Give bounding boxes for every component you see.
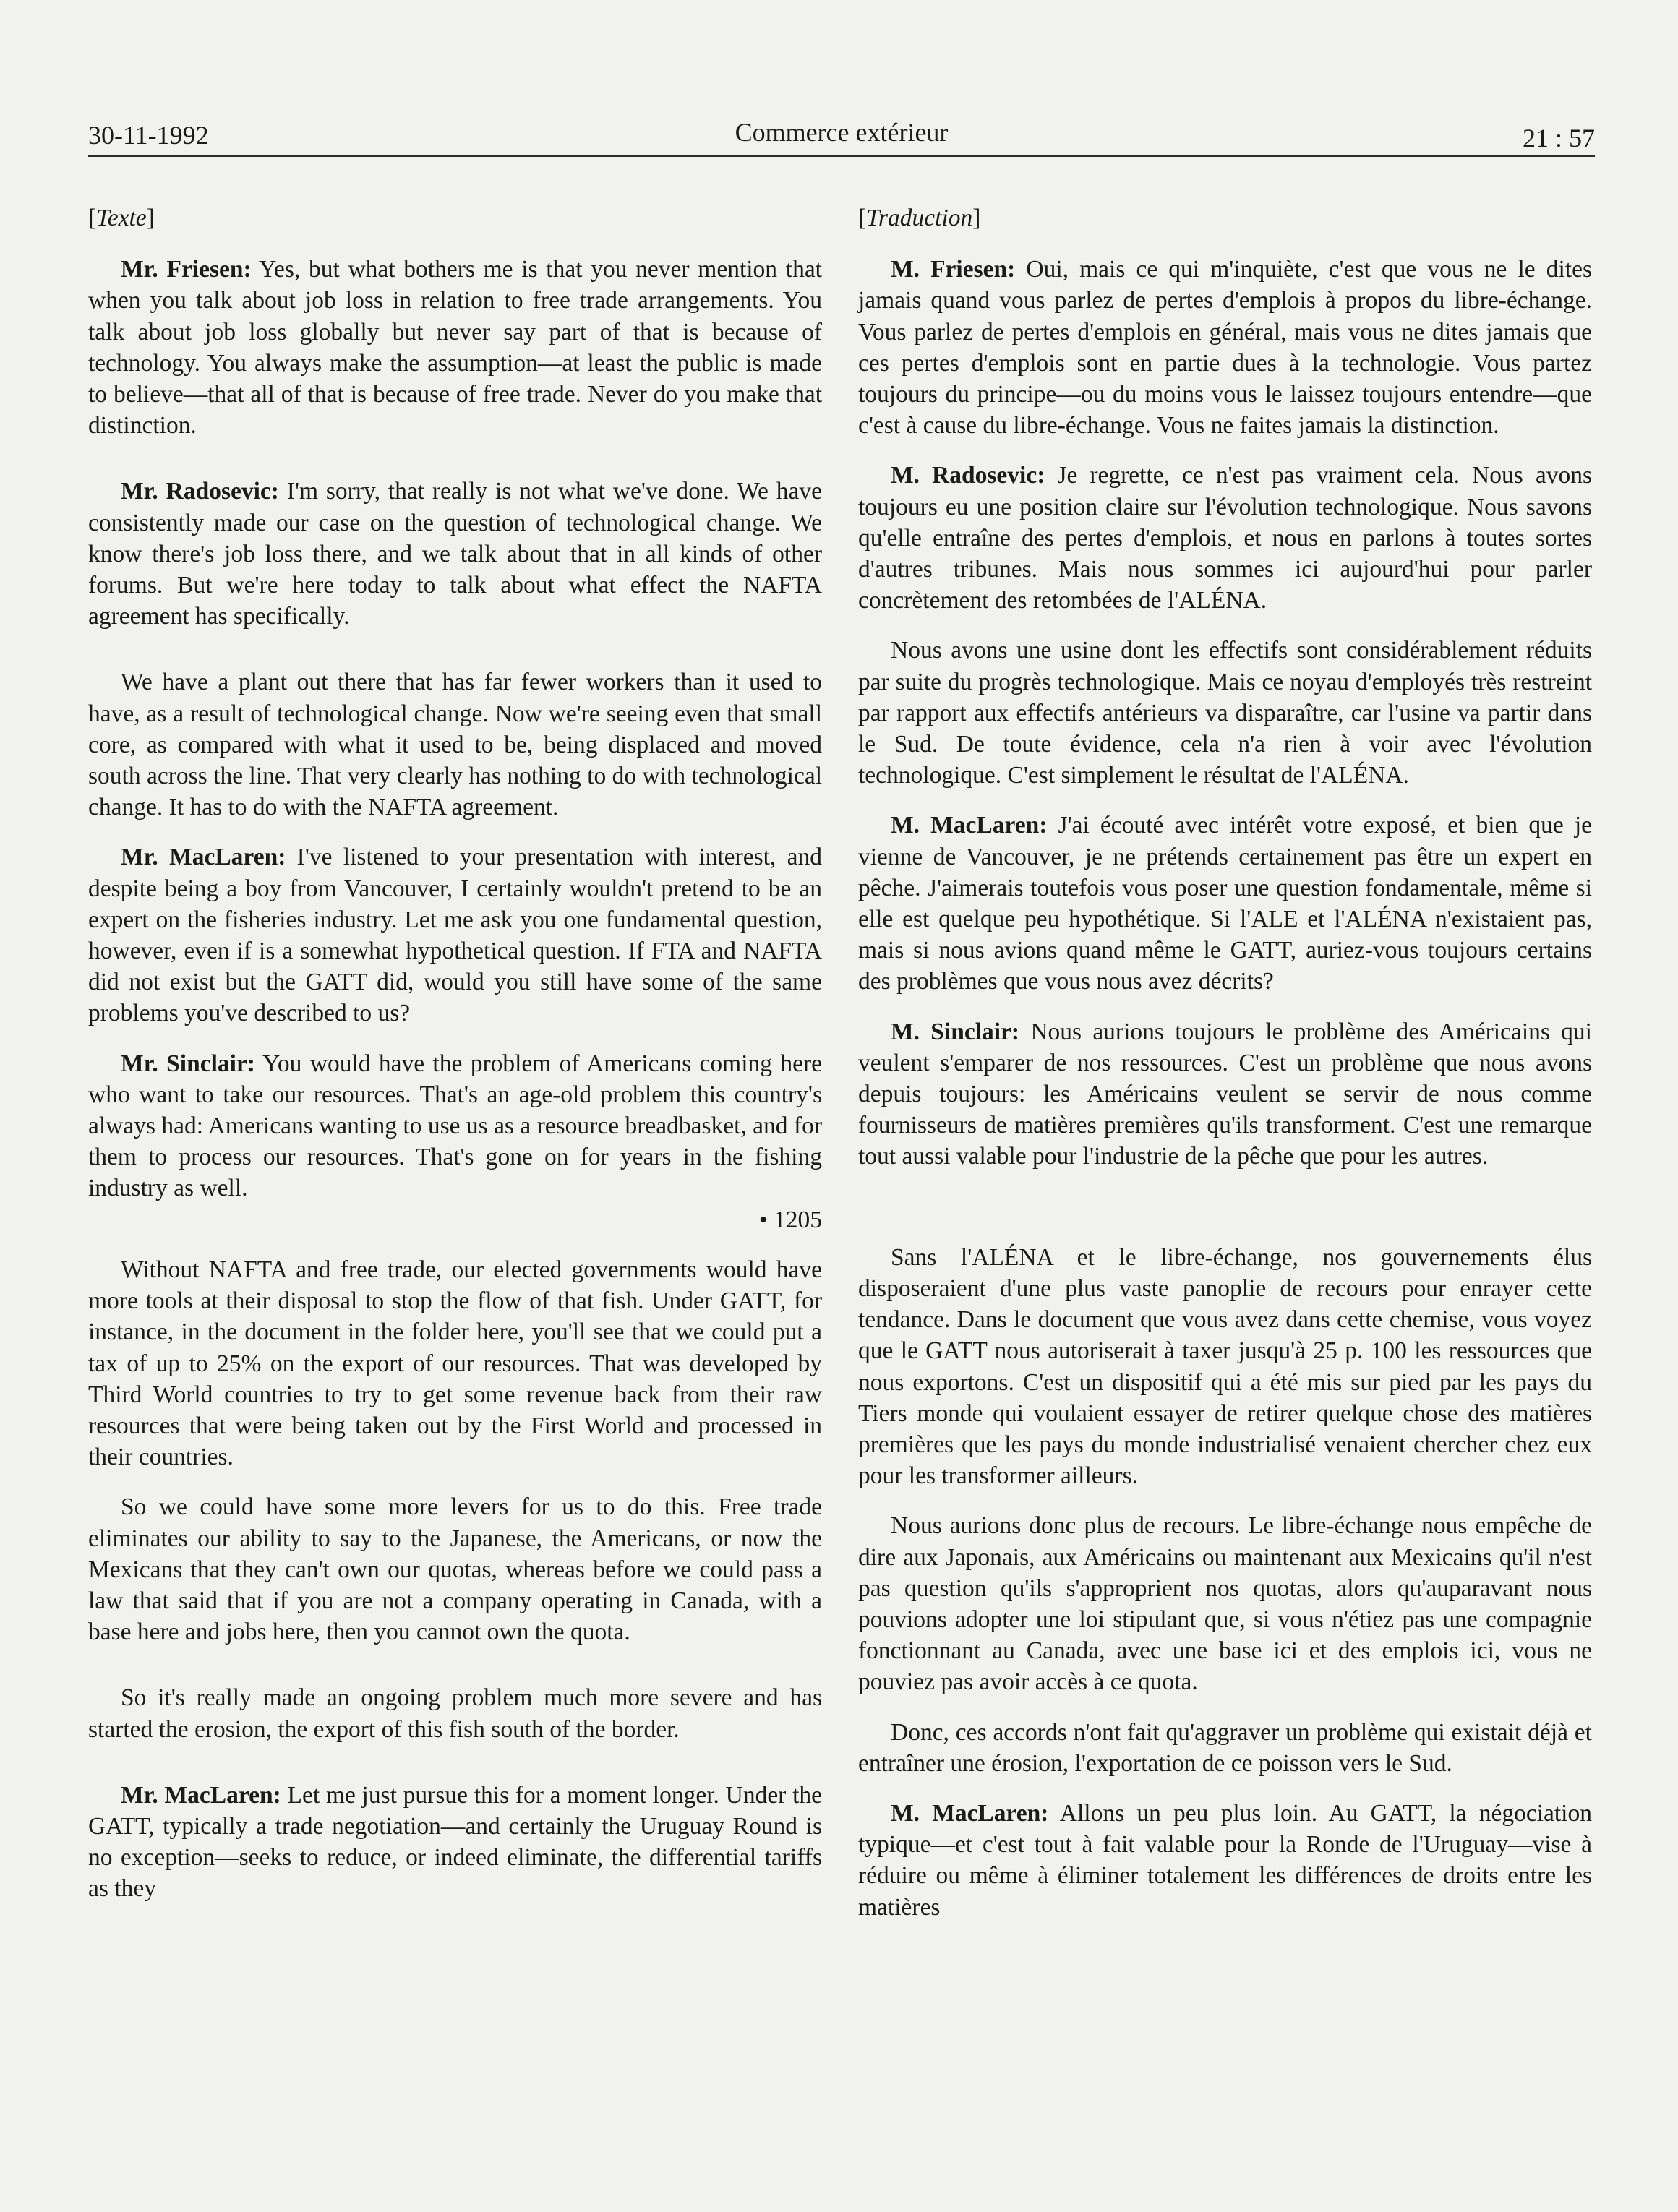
paragraph: [858, 1016, 1592, 1173]
language-label: [Traduction]: [858, 205, 981, 231]
paragraph: [88, 476, 822, 632]
paragraph: [88, 1780, 822, 1905]
speech-text: Oui, mais ce qui m'inquiète, c'est que vous ne le dites jamais quand vous parlez de pertes d'emplois à propos du libre-échange. Vous parlez de pertes d'emplois en général, mais vous ne dites jamais que ces pertes d'emplois sont en partie dues à la technologie. Vous partez toujours du principe—ou du moins vous le laissez toujours entendre—que c'est à cause du libre-échange. Vous ne faites jamais la distinction.: [858, 256, 1592, 440]
speech-text: J'ai écouté avec intérêt votre exposé, et bien que je vienne de Vancouver, je ne prétends certainement pas être un expert en pêche. J'aimerais toutefois vous poser une question fondamentale, même si elle est quelque peu hypothétique. Si l'ALE et l'ALÉNA n'existaient pas, mais si nous avions quand même le GATT, auriez-vous toujours certains des problèmes que vous nous avez décrits?: [858, 812, 1592, 995]
speaker-name: Mr. Radosevic:: [121, 478, 279, 505]
header-date: 30-11-1992: [88, 121, 209, 150]
page-header: [88, 116, 1595, 157]
french-column: [858, 202, 1592, 1923]
paragraph: [858, 254, 1592, 441]
header-page-number: 21 : 57: [1522, 124, 1595, 153]
language-label: [Texte]: [88, 205, 155, 231]
speaker-name: M. Radosevic:: [891, 462, 1045, 489]
speaker-name: M. Sinclair:: [891, 1018, 1020, 1045]
paragraph: We have a plant out there that has far fewer workers than it used to have, as a result of technological change. Now we're seeing even that small core, as compared with what it used to be, being displaced and moved south across the line. That very clearly has nothing to do with technological change. It has to do with the NAFTA agreement.: [88, 669, 822, 821]
english-column: [88, 202, 822, 1905]
speaker-name: M. Friesen:: [891, 256, 1016, 283]
speech-text: I'm sorry, that really is not what we've done. We have consistently made our case on the question of technological change. We know there's job loss there, and we talk about that in all kinds of other forums. But we're here today to talk about what effect the NAFTA agreement has specifically.: [88, 478, 822, 630]
speaker-name: Mr. Friesen:: [121, 256, 252, 283]
speech-text: Yes, but what bothers me is that you never mention that when you talk about job loss in relation to free trade arrangements. You talk about job loss globally but never say part of that is because of technology. You always make the assumption—at least the public is made to believe—that all of that is because of free trade. Never do you make that distinction.: [88, 256, 822, 440]
paragraph: Without NAFTA and free trade, our elected governments would have more tools at their disposal to stop the flow of that fish. Under GATT, for instance, in the document in the folder here, you'll see that we could put a tax of up to 25% on the export of our resources. That was developed by Third World countries to try to get some revenue back from their raw resources that were being taken out by the First World and processed in their countries.: [88, 1256, 822, 1471]
paragraph: Donc, ces accords n'ont fait qu'aggraver un problème qui existait déjà et entraîner une érosion, l'exportation de ce poisson vers le Sud.: [858, 1718, 1592, 1777]
paragraph: So it's really made an ongoing problem much more severe and has started the erosion, the export of this fish south of the border.: [88, 1684, 822, 1743]
paragraph: [88, 1048, 822, 1204]
speaker-name: M. MacLaren:: [891, 812, 1048, 839]
paragraph: [858, 460, 1592, 616]
speaker-name: M. MacLaren:: [891, 1799, 1049, 1827]
paragraph: So we could have some more levers for us to do this. Free trade eliminates our ability to say to the Japanese, the Americans, or now the Mexicans that they can't own our quotas, whereas before we could pass a law that said that if you are not a company operating in Canada, with a base here and jobs here, then you cannot own the quota.: [88, 1493, 822, 1646]
paragraph: Nous aurions donc plus de recours. Le libre-échange nous empêche de dire aux Japonais, aux Américains ou maintenant aux Mexicains qu'il n'est pas question qu'ils s'approprient nos quotas, alors qu'auparavant nous pouvions adopter une loi stipulant que, si vous n'étiez pas une compagnie fonctionnant au Canada, avec une base ici et des emplois ici, vous ne pouviez pas avoir accès à ce quota.: [858, 1512, 1592, 1696]
speech-text: Allons un peu plus loin. Au GATT, la négociation typique—et c'est tout à fait valable pour la Ronde de l'Uruguay—vise à réduire ou même à éliminer totalement les différences de droits entre les matières: [858, 1799, 1592, 1921]
paragraph: Nous avons une usine dont les effectifs sont considérablement réduits par suite du progrès technologique. Mais ce noyau d'employés très restreint par rapport aux effectifs antérieurs va disparaître, car l'usine va partir dans le Sud. De toute évidence, cela n'a rien à voir avec l'évolution technologique. C'est simplement le résultat de l'ALÉNA.: [858, 637, 1592, 789]
paragraph: [858, 810, 1592, 997]
speaker-name: Mr. MacLaren:: [121, 1781, 281, 1809]
speaker-name: Mr. MacLaren:: [121, 844, 286, 871]
paragraph: Sans l'ALÉNA et le libre-échange, nos gouvernements élus disposeraient d'une plus vaste panoplie de recours pour enrayer cette tendance. Dans le document que vous avez dans cette chemise, vous voyez que le GATT nous autoriserait à taxer jusqu'à 25 p. 100 les ressources que nous exportons. C'est un dispositif qui a été mis sur pied par les pays du Tiers monde qui voulaient essayer de retirer quelque chose des matières premières que les pays du monde industrialisé venaient chercher chez eux pour les transformer ailleurs.: [858, 1243, 1592, 1490]
paragraph: [88, 841, 822, 1029]
speech-text: You would have the problem of Americans coming here who want to take our resources. That's an age-old problem this country's always had: Americans wanting to use us as a resource breadbasket, and for them to process our resources. That's gone on for years in the fishing industry as well.: [88, 1050, 822, 1202]
paragraph: [858, 1798, 1592, 1923]
speech-text: Nous aurions toujours le problème des Américains qui veulent s'emparer de nos ressources. C'est un problème que nous avons depuis toujours: les Américains veulent se servir de nous comme fournisseurs de matières premières qu'ils transforment. C'est une remarque tout aussi valable pour l'industrie de la pêche que pour les autres.: [858, 1018, 1592, 1170]
speech-text: Let me just pursue this for a moment longer. Under the GATT, typically a trade negotiation—and certainly the Uruguay Round is no exception—seeks to reduce, or indeed eliminate, the differential tariffs as they: [88, 1781, 822, 1903]
speaker-name: Mr. Sinclair:: [121, 1050, 255, 1077]
speech-text: Je regrette, ce n'est pas vraiment cela. Nous avons toujours eu une position claire sur l'évolution technologique. Nous savons qu'elle entraîne des pertes d'emplois, et nous en parlons à toutes sortes d'autres tribunes. Mais nous sommes ici aujourd'hui pour parler concrètement des retombées de l'ALÉNA.: [858, 462, 1592, 614]
header-title: Commerce extérieur: [735, 118, 949, 147]
time-marker: • 1205: [758, 1206, 822, 1233]
paragraph: [88, 254, 822, 441]
speech-text: I've listened to your presentation with interest, and despite being a boy from Vancouver, I certainly wouldn't pretend to be an expert on the fisheries industry. Let me ask you one fundamental question, however, even if is a somewhat hypothetical question. If FTA and NAFTA did not exist but the GATT did, would you still have some of the same problems you've described to us?: [88, 844, 822, 1027]
